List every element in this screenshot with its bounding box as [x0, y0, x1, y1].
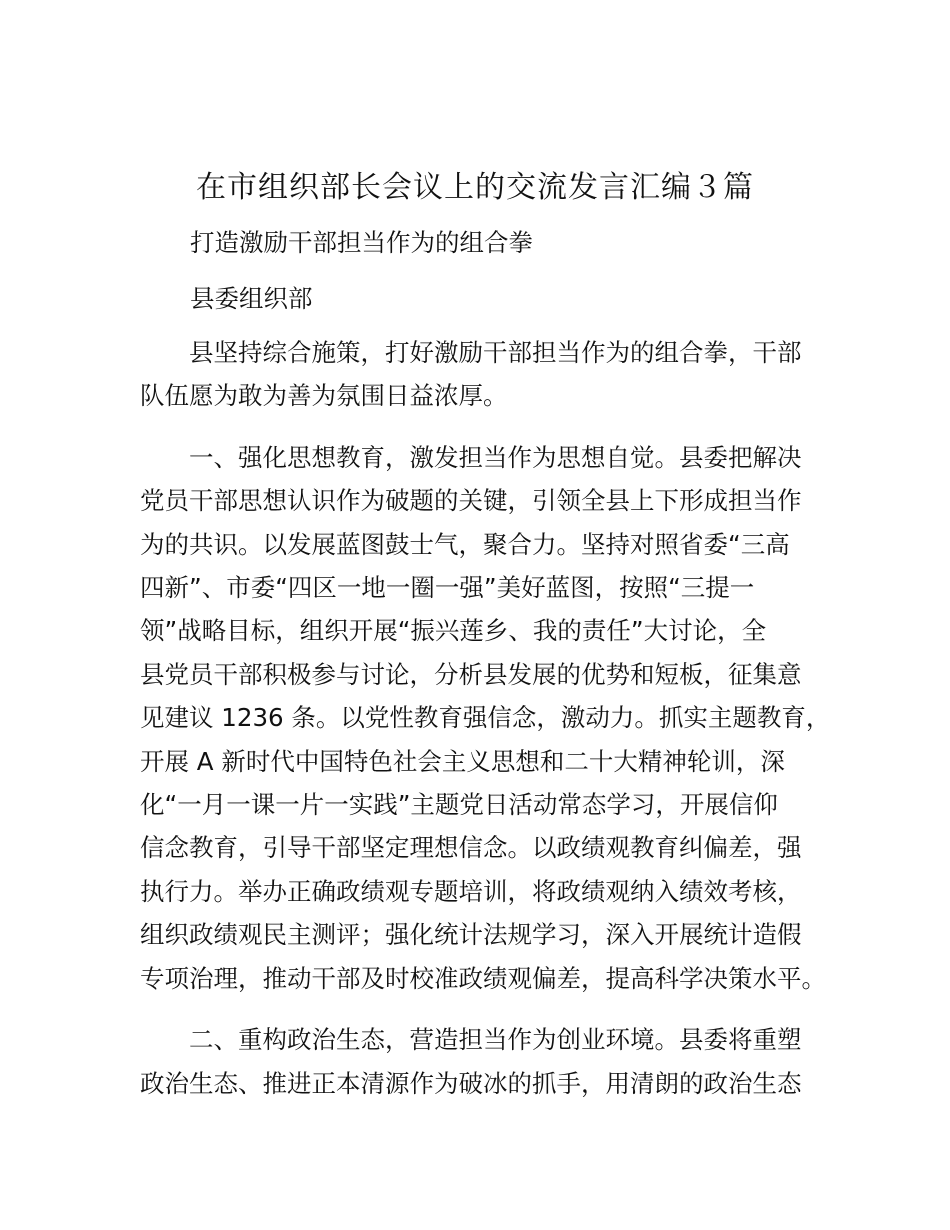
- paragraph-line: 为的共识。以发展蓝图鼓士气，聚合力。坚持对照省委“三高: [140, 529, 790, 559]
- paragraph-intro: [140, 331, 812, 418]
- paragraph-line: 开展 A 新时代中国特色社会主义思想和二十大精神轮训，深: [140, 746, 785, 776]
- paragraph-line: 四新”、市委“四区一地一圈一强”美好蓝图，按照“三提一: [140, 573, 755, 603]
- paragraph-line: 专项治理，推动干部及时校准政绩观偏差，提高科学决策水平。: [140, 963, 826, 993]
- paragraph-line: 化“一月一课一片一实践”主题党日活动常态学习，开展信仰: [140, 790, 778, 820]
- paragraph-section-one: [140, 436, 831, 1000]
- paragraph-line: 县党员干部积极参与讨论，分析县发展的优势和短板，征集意: [140, 659, 802, 689]
- paragraph-line: 组织政绩观民主测评；强化统计法规学习，深入开展统计造假: [140, 920, 802, 950]
- paragraph-line: 见建议 1236 条。以党性教育强信念，激动力。抓实主题教育，: [140, 703, 831, 733]
- paragraph-line: 二、重构政治生态，营造担当作为创业环境。县委将重塑: [189, 1025, 802, 1055]
- paragraph-line: 政治生态、推进正本清源作为破冰的抓手，用清朗的政治生态: [140, 1068, 802, 1098]
- document-subtitle: 打造激励干部担当作为的组合拳: [190, 228, 533, 257]
- document-title: 在市组织部长会议上的交流发言汇编３篇: [196, 170, 754, 205]
- paragraph-line: 县坚持综合施策，打好激励干部担当作为的组合拳，干部: [189, 338, 802, 367]
- paragraph-line: 党员干部思想认识作为破题的关键，引领全县上下形成担当作: [140, 486, 802, 516]
- document-body: [140, 331, 831, 1123]
- paragraph-line: 信念教育，引导干部坚定理想信念。以政绩观教育纠偏差，强: [140, 833, 802, 863]
- paragraph-line: 领”战略目标，组织开展“振兴莲乡、我的责任”大讨论，全: [140, 616, 767, 646]
- paragraph-section-two: [140, 1018, 812, 1105]
- paragraph-line: 队伍愿为敢为善为氛围日益浓厚。: [140, 381, 508, 411]
- document-author: 县委组织部: [190, 284, 313, 313]
- paragraph-line: 一、强化思想教育，激发担当作为思想自觉。县委把解决: [189, 442, 802, 472]
- paragraph-line: 执行力。举办正确政绩观专题培训，将政绩观纳入绩效考核，: [140, 876, 802, 906]
